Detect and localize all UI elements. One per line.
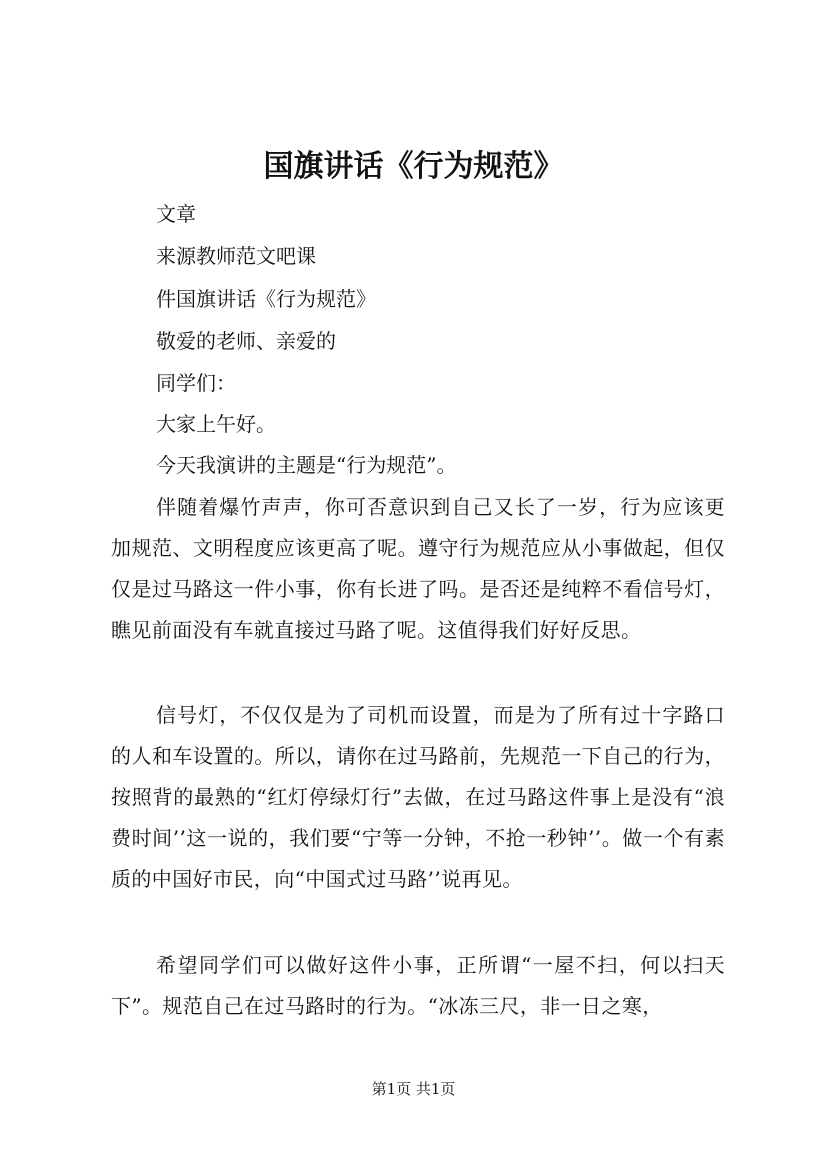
line-greeting: 大家上午好。 xyxy=(156,412,276,436)
line-salutation-teachers: 敬爱的老师、亲爱的 xyxy=(156,329,336,353)
document-title: 国旗讲话《行为规范》 xyxy=(263,149,564,184)
paragraph-3: 希望同学们可以做好这件小事，正所谓“一屋不扫，何以扫天下”。规范自己在过马路时的行为。“冰冻三尺，非一日之寒， xyxy=(111,953,725,1018)
line-salutation-students: 同学们： xyxy=(156,371,236,395)
page-footer: 第1页 共1页 xyxy=(371,1080,456,1098)
paragraph-1: 伴随着爆竹声声，你可否意识到自己又长了一岁，行为应该更加规范、文明程度应该更高了呢。遵守行为规范应从小事做起，但仅仅是过马路这一件小事，你有长进了吗。是否还是纯粹不看信号灯，瞧见前面没有车就直接过马路了呢。这值得我们好好反思。 xyxy=(111,495,725,642)
line-source: 来源教师范文吧课 xyxy=(156,244,316,268)
paragraph-2: 信号灯，不仅仅是为了司机而设置，而是为了所有过十字路口的人和车设置的。所以，请你在过马路前，先规范一下自己的行为，按照背的最熟的“红灯停绿灯行”去做，在过马路这件事上是没有“浪费时间’’这一说的，我们要“宁等一分钟，不抢一秒钟’’。做一个有素质的中国好市民，向“中国式过马路’’说再见。 xyxy=(111,703,725,891)
line-topic: 今天我演讲的主题是“行为规范”。 xyxy=(156,453,457,477)
line-courseware: 件国旗讲话《行为规范》 xyxy=(156,287,376,311)
line-article: 文章 xyxy=(156,202,196,226)
